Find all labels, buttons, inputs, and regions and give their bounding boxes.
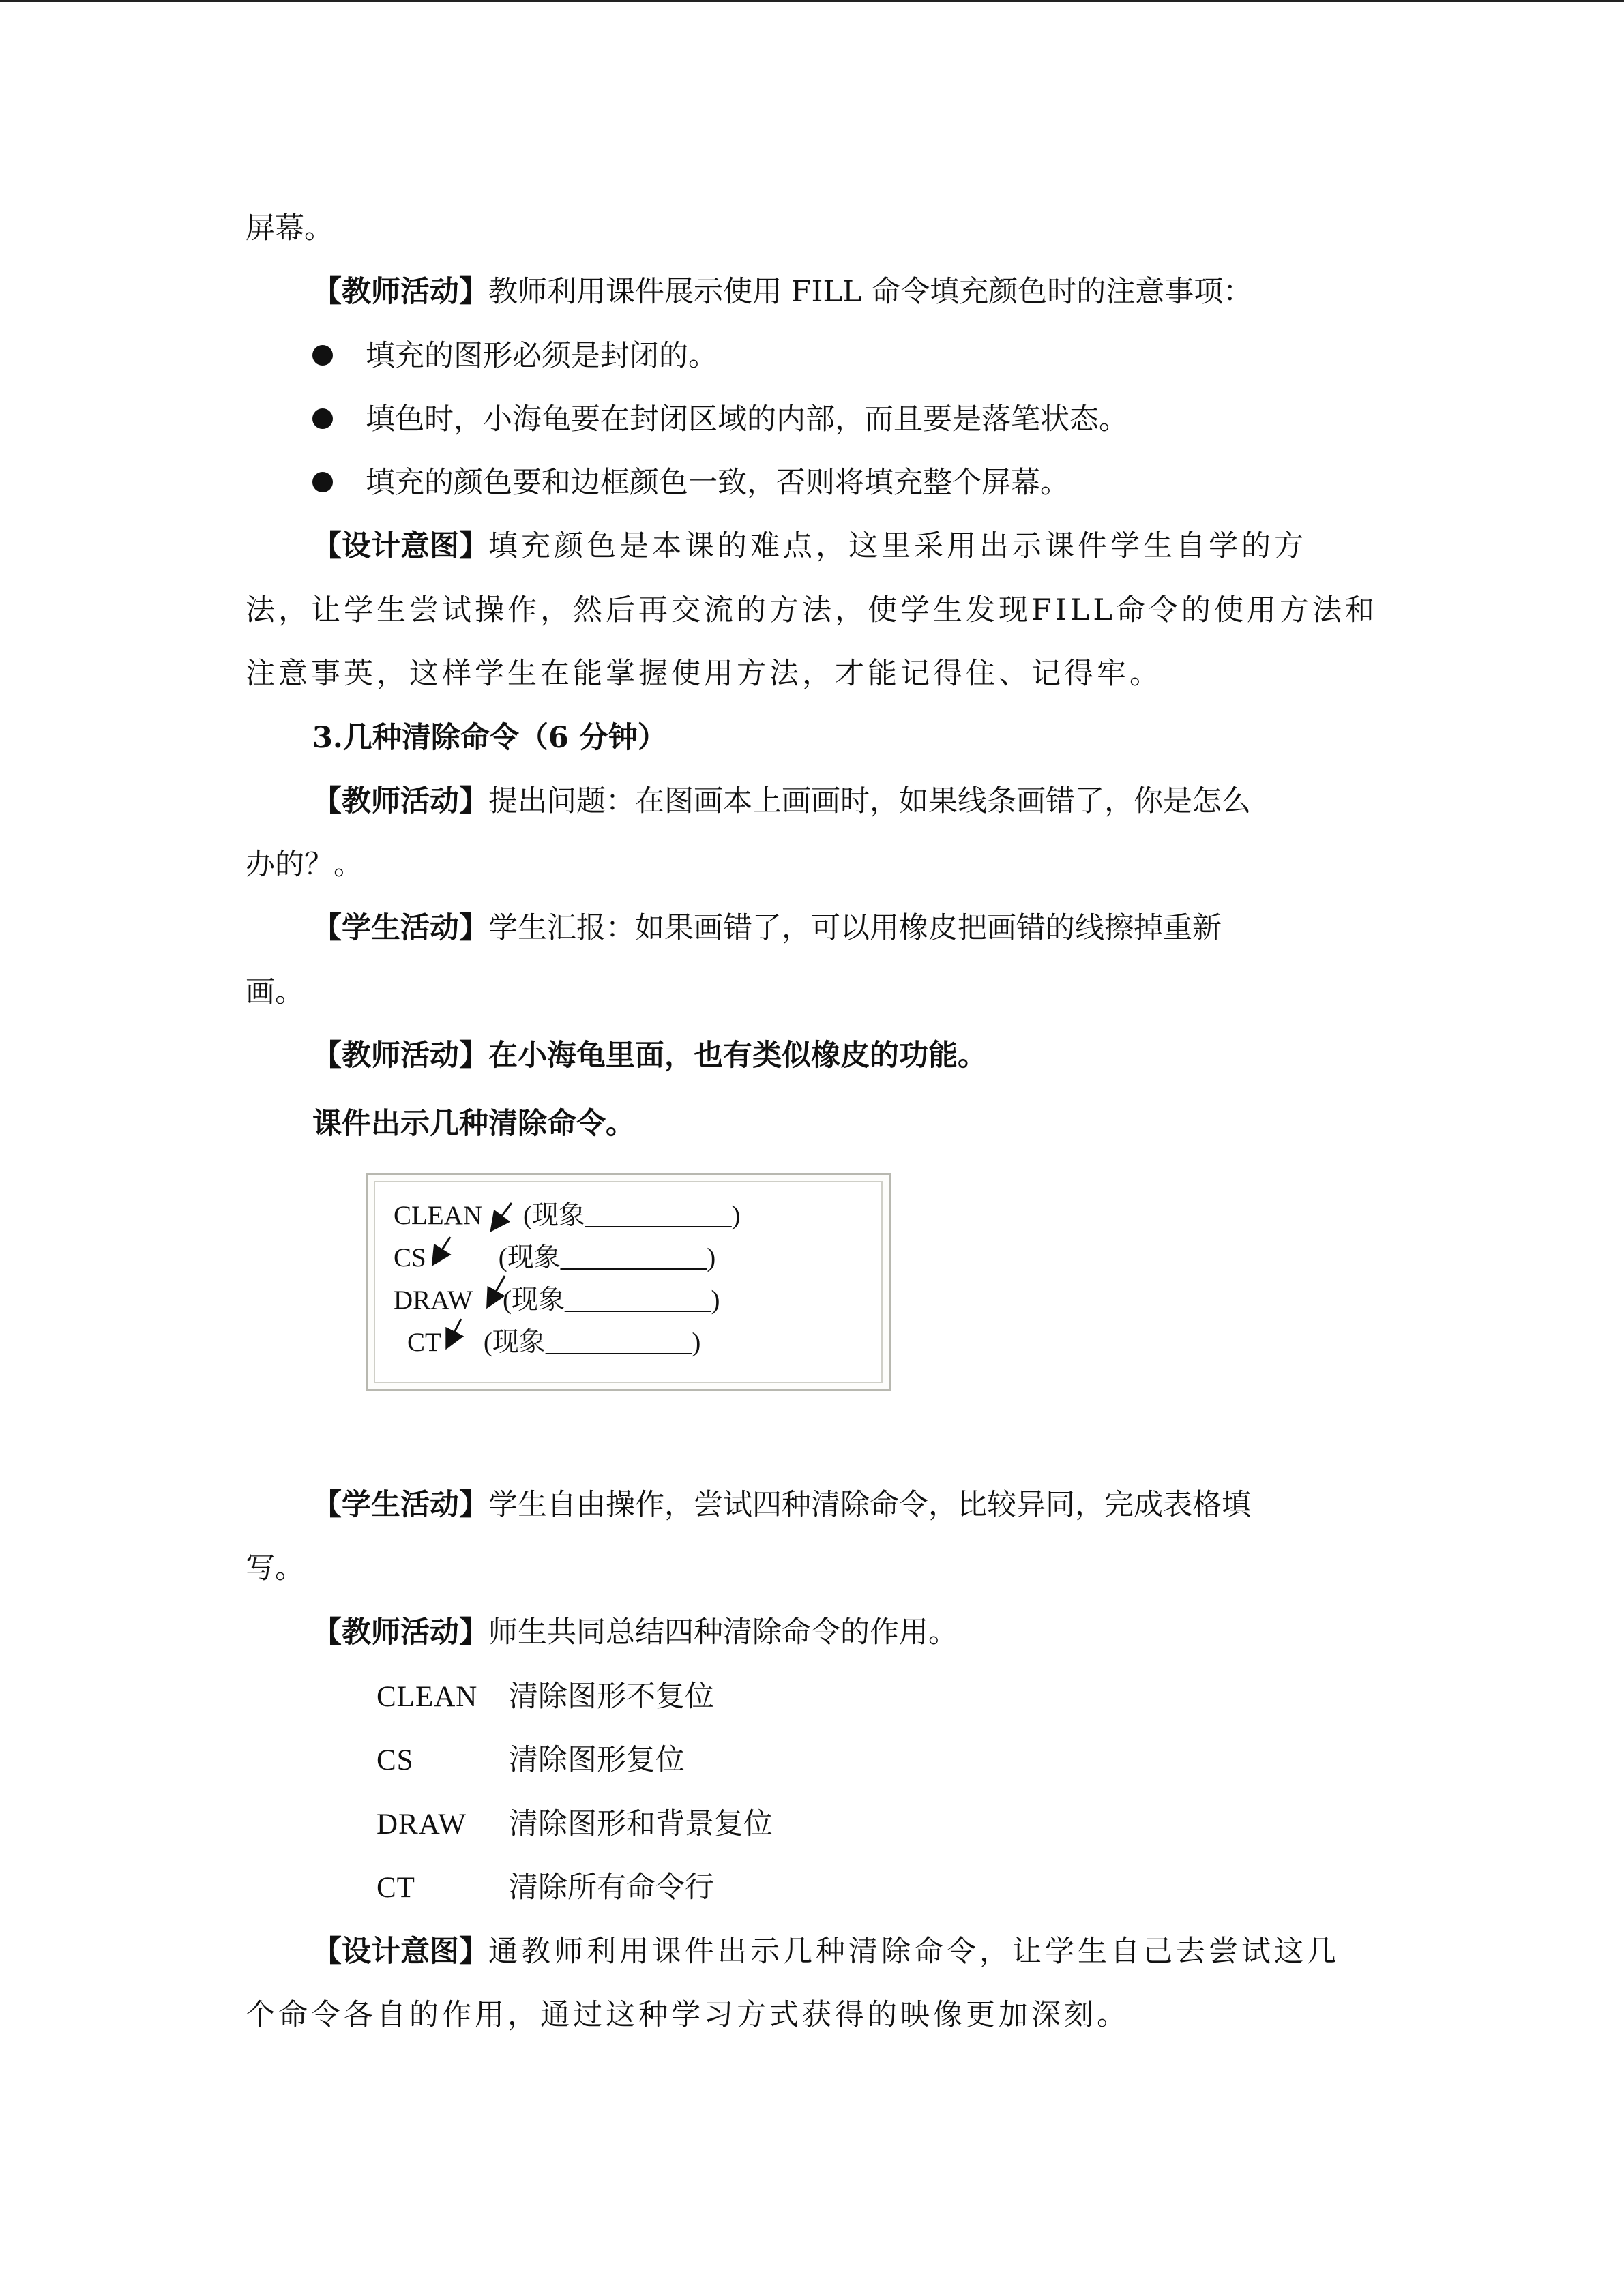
clear-commands-figure [366, 1173, 891, 1391]
paragraph-line [246, 1548, 304, 1589]
heading-text: 3.几种清除命令（6 分钟） [312, 721, 667, 755]
command-name: CS [394, 1243, 426, 1272]
paragraph-line [246, 972, 304, 1013]
body-text: 提出问题：在图画本上画画时，如果线条画错了，你是怎么 [488, 784, 1251, 818]
body-text: 师生共同总结四种清除命令的作用。 [488, 1615, 958, 1650]
paragraph-line [246, 590, 1378, 631]
body-text: 屏幕。 [246, 211, 334, 245]
section-label: 【教师活动】 [312, 275, 488, 309]
command-summary-row [377, 1676, 714, 1718]
section-label: 【教师活动】 [312, 1615, 488, 1650]
paragraph-line [312, 781, 1251, 822]
bullet-text: 填充的图形必须是封闭的。 [366, 339, 718, 373]
body-text: 教师利用课件展示使用 FILL 命令填充颜色时的注意事项： [488, 275, 1253, 309]
command-description: 清除图形不复位 [509, 1680, 714, 1714]
body-text: 写。 [246, 1551, 304, 1585]
paragraph-line [246, 1995, 1130, 2036]
phenomenon-blank: (现象___________) [483, 1328, 701, 1357]
section-label: 【教师活动】 [312, 1039, 488, 1073]
paragraph-line [312, 908, 1222, 949]
bullet-icon [312, 345, 333, 366]
paragraph-line [312, 271, 1252, 312]
body-text: 学生自由操作，尝试四种清除命令，比较异同，完成表格填 [488, 1488, 1251, 1522]
body-text: 在小海龟里面，也有类似橡皮的功能。 [488, 1039, 987, 1073]
bullet-icon [312, 408, 333, 429]
command-name: CLEAN [377, 1681, 478, 1713]
body-text: 注意事英，这样学生在能掌握使用方法，才能记得住、记得牢。 [246, 657, 1162, 691]
paragraph-line [246, 653, 1162, 694]
bullet-icon [312, 472, 333, 492]
command-name: DRAW [377, 1808, 467, 1840]
bullet-item [312, 399, 1128, 440]
body-text: 办的？。 [246, 848, 363, 882]
heading-text: 课件出示几种清除命令。 [312, 1107, 635, 1141]
command-name: CT [377, 1872, 415, 1904]
paragraph-line [312, 1612, 958, 1653]
bullet-item [312, 336, 718, 376]
body-text: 填充颜色是本课的难点，这里采用出示课件学生自学的方 [488, 529, 1307, 563]
command-name: CT [407, 1328, 441, 1357]
paragraph-line [312, 1035, 987, 1076]
body-text: 通教师利用课件出示几种清除命令，让学生自己去尝试这几 [488, 1935, 1340, 1969]
section-heading [312, 1103, 635, 1144]
command-name: CLEAN [394, 1201, 482, 1230]
bullet-item [312, 462, 1069, 503]
body-text: 学生汇报：如果画错了，可以用橡皮把画错的线擦掉重新 [488, 911, 1222, 945]
command-summary-row [377, 1867, 714, 1909]
body-text: 法，让学生尝试操作，然后再交流的方法，使学生发现FILL命令的使用方法和 [246, 593, 1378, 627]
bullet-text: 填充的颜色要和边框颜色一致，否则将填充整个屏幕。 [366, 466, 1069, 500]
paragraph-line [312, 526, 1307, 567]
command-name: DRAW [394, 1285, 473, 1315]
bullet-text: 填色时，小海龟要在封闭区域的内部，而且要是落笔状态。 [366, 402, 1128, 436]
figure-row [394, 1242, 715, 1274]
command-description: 清除图形和背景复位 [509, 1807, 773, 1841]
figure-row [394, 1285, 720, 1316]
page-top-border [0, 0, 1624, 2]
body-text: 画。 [246, 975, 304, 1009]
phenomenon-blank: (现象___________) [523, 1201, 741, 1230]
figure-row [394, 1200, 740, 1232]
paragraph-line [312, 1931, 1340, 1972]
command-summary-row [377, 1804, 773, 1845]
body-text: 个命令各自的作用，通过这种学习方式获得的映像更加深刻。 [246, 1998, 1130, 2032]
section-label: 【设计意图】 [312, 1935, 488, 1969]
figure-frame [374, 1181, 883, 1383]
section-label: 【学生活动】 [312, 1488, 488, 1522]
command-summary-row [377, 1740, 685, 1781]
command-name: CS [377, 1744, 414, 1776]
paragraph-line [246, 208, 334, 249]
command-description: 清除所有命令行 [509, 1870, 714, 1905]
phenomenon-blank: (现象___________) [498, 1243, 716, 1272]
command-description: 清除图形复位 [509, 1743, 685, 1777]
section-label: 【教师活动】 [312, 784, 488, 818]
phenomenon-blank: (现象___________) [503, 1285, 720, 1315]
paragraph-line [246, 844, 363, 885]
section-label: 【学生活动】 [312, 911, 488, 945]
section-heading [312, 717, 667, 758]
figure-row [407, 1327, 700, 1358]
paragraph-line [312, 1485, 1251, 1525]
section-label: 【设计意图】 [312, 529, 488, 563]
